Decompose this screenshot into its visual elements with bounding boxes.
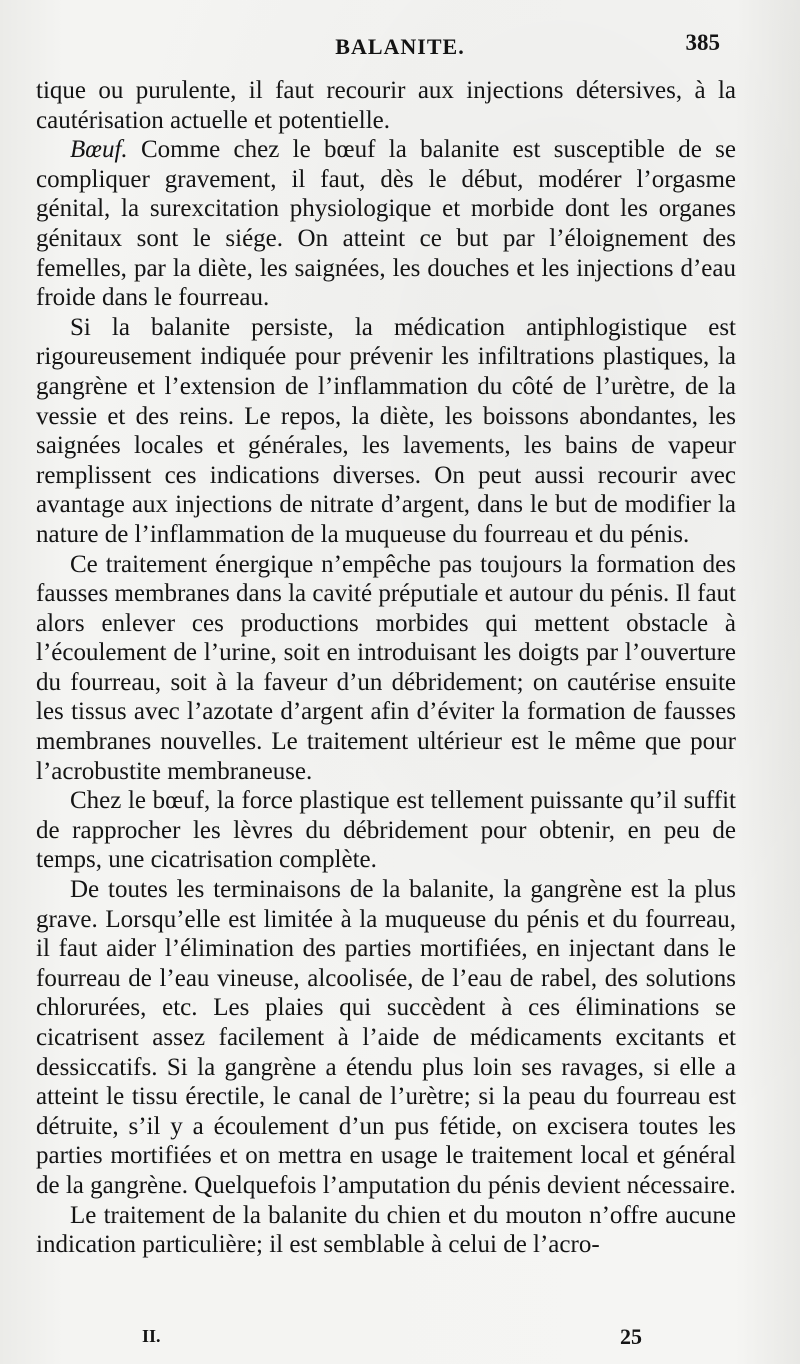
paragraph-lead: Bœuf.: [70, 136, 128, 164]
body-text: [36, 76, 736, 1260]
paragraph: [36, 786, 736, 875]
paragraph-text: De toutes les terminaisons de la balanite, la gangrène est la plus grave. Lorsqu’elle est limitée à la muqueuse du pénis et du fourreau, il faut aider l’élimination des parties mortifiées, en injectant dans le fourreau de l’eau vineuse, alcoolisée, de l’eau de rabel, des solutions chlorurées, etc. Les plaies qui succèdent à ces éliminations se cicatrisent assez facilement à l’aide de médicaments excitants et dessiccatifs. Si la gangrène a étendu plus loin ses ravages, si elle a atteint le tissu érectile, le canal de l’urètre; si la peau du fourreau est détruite, s’il y a écoulement d’un pus fétide, on excisera toutes les parties mortifiées et on mettra en usage le traitement local et général de la gangrène. Quelquefois l’amputation du pénis devient nécessaire.: [36, 876, 736, 1199]
signature-mark: II.: [142, 1326, 161, 1346]
page-footer: [0, 1326, 800, 1356]
running-title: BALANITE.: [335, 34, 465, 59]
paragraph: [36, 76, 736, 135]
paragraph-text: Ce traitement énergique n’empêche pas toujours la formation des fausses membranes dans la cavité préputiale et autour du pénis. Il faut alors enlever ces productions morbides qui mettent obstacle à l’écoulement de l’urine, soit en introduisant les doigts par l’ouverture du fourreau, soit à la faveur d’un débridement; on cautérise ensuite les tissus avec l’azotate d’argent afin d’éviter la formation de fausses membranes nouvelles. Le traitement ultérieur est le même que pour l’acrobustite membraneuse.: [36, 550, 736, 785]
paragraph-text: Le traitement de la balanite du chien et du mouton n’offre aucune indication particulière; il est semblable à celui de l’acro-: [36, 1201, 736, 1259]
sheet-number: 25: [620, 1324, 642, 1349]
paragraph: [36, 313, 736, 550]
paragraph: [36, 135, 736, 313]
paragraph-text: Comme chez le bœuf la balanite est susceptible de se compliquer gravement, il faut, dès le début, modérer l’orgasme génital, la surexcitation physiologique et morbide dont les organes génitaux sont le siége. On atteint ce but par l’éloignement des femelles, par la diète, les saignées, les douches et les injections d’eau froide dans le fourreau.: [36, 136, 736, 312]
paragraph: [36, 1201, 736, 1260]
paragraph-text: Si la balanite persiste, la médication antiphlogistique est rigoureusement indiquée pour prévenir les infiltrations plastiques, la gangrène et l’extension de l’inflammation du côté de l’urètre, de la vessie et des reins. Le repos, la diète, les boissons abondantes, les saignées locales et générales, les lavements, les bains de vapeur remplissent ces indications diverses. On peut aussi recourir avec avantage aux injections de nitrate d’argent, dans le but de modifier la nature de l’inflammation de la muqueuse du fourreau et du pénis.: [36, 313, 736, 548]
paragraph: [36, 875, 736, 1201]
paragraph: [36, 550, 736, 787]
running-head: [0, 30, 800, 66]
paragraph-text: Chez le bœuf, la force plastique est tellement puissante qu’il suffit de rapprocher les lèvres du débridement pour obtenir, en peu de temps, une cicatrisation complète.: [36, 787, 736, 874]
page-number: 385: [685, 30, 720, 55]
paragraph-text: tique ou purulente, il faut recourir aux injections détersives, à la cautérisation actuelle et potentielle.: [36, 77, 736, 134]
